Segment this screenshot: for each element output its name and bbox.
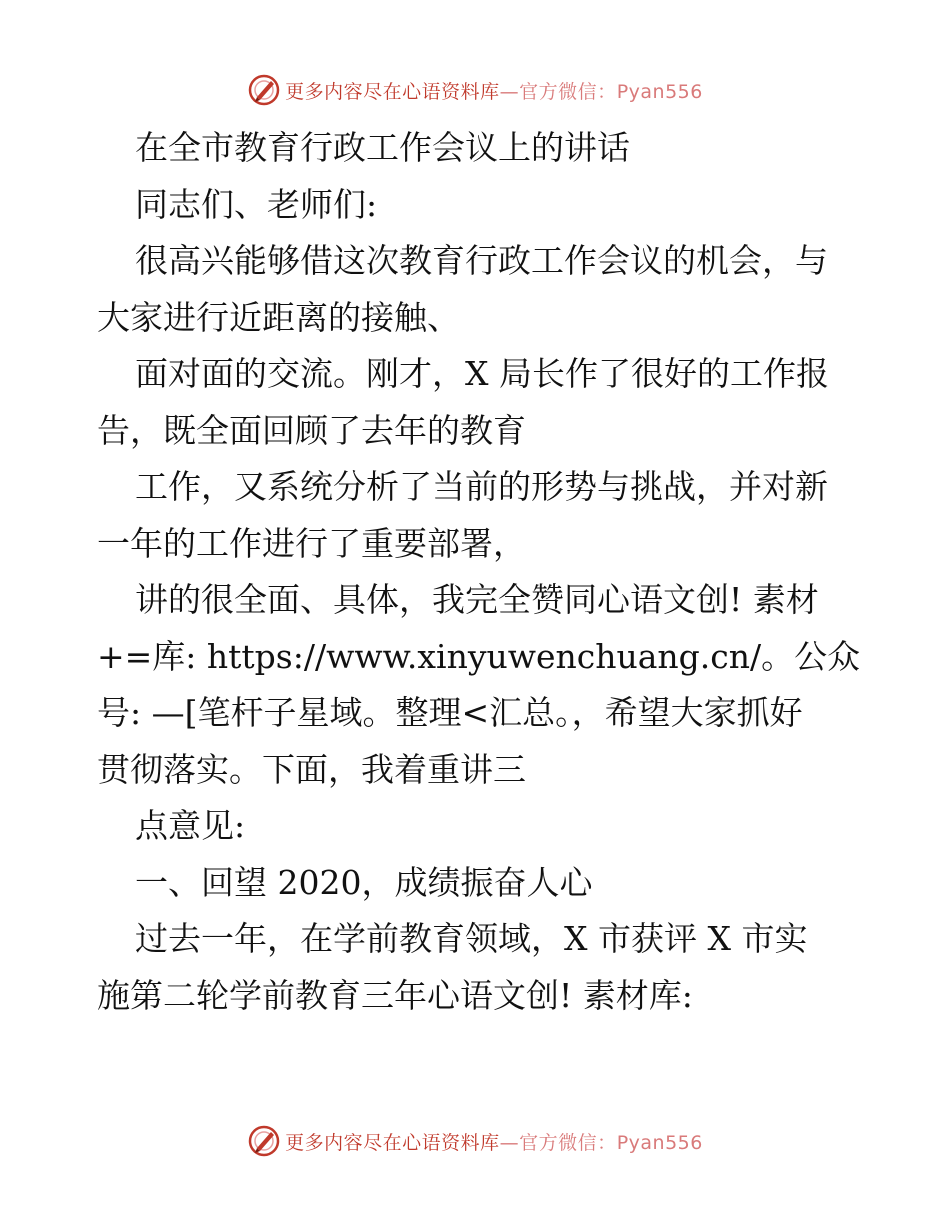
watermark-handle: Pyan556 (616, 80, 703, 103)
text-line: 面对面的交流。刚才，X 局长作了很好的工作报 (135, 354, 829, 393)
text-line: 号: —[笔杆子星域。整理<汇总。，希望大家抓好 (97, 693, 803, 732)
text-line: 大家进行近距离的接触、 (97, 297, 460, 337)
watermark-main: 更多内容尽在心语资料库 (285, 80, 500, 103)
text-line: 一、回望 2020，成绩振奋人心 (135, 862, 593, 902)
text-line: 工作，又系统分析了当前的形势与挑战，并对新 (135, 467, 828, 506)
watermark-handle: Pyan556 (616, 1131, 703, 1154)
watermark-text (285, 1128, 703, 1155)
watermark-text (285, 77, 703, 104)
watermark-contact: 官方微信： (519, 1131, 617, 1154)
text-line: 很高兴能够借这次教育行政工作会议的机会，与 (135, 241, 828, 280)
watermark-dash: — (499, 80, 520, 103)
text-line: +=库: https://www.xinyuwenchuang.cn/。公众 (97, 636, 861, 676)
pen-logo-icon (247, 73, 281, 107)
text-line: 贯彻落实。下面，我着重讲三 (97, 749, 526, 789)
watermark-main: 更多内容尽在心语资料库 (285, 1131, 500, 1154)
text-line: 告，既全面回顾了去年的教育 (97, 410, 526, 450)
pen-logo-icon (247, 1124, 281, 1158)
watermark-dash: — (499, 1131, 520, 1154)
text-line: 在全市教育行政工作会议上的讲话 (135, 128, 630, 167)
watermark-contact: 官方微信： (519, 80, 617, 103)
document-body (97, 120, 861, 1024)
text-line: 讲的很全面、具体，我完全赞同心语文创! 素材 (135, 580, 819, 619)
text-line: 点意见: (135, 806, 246, 845)
text-line: 同志们、老师们: (135, 184, 378, 224)
text-line: 施第二轮学前教育三年心语文创! 素材库: (97, 975, 693, 1015)
text-line: 过去一年，在学前教育领域，X 市获评 X 市实 (135, 919, 808, 958)
header-watermark (0, 70, 950, 110)
footer-watermark (0, 1121, 950, 1161)
text-line: 一年的工作进行了重要部署， (97, 523, 526, 563)
